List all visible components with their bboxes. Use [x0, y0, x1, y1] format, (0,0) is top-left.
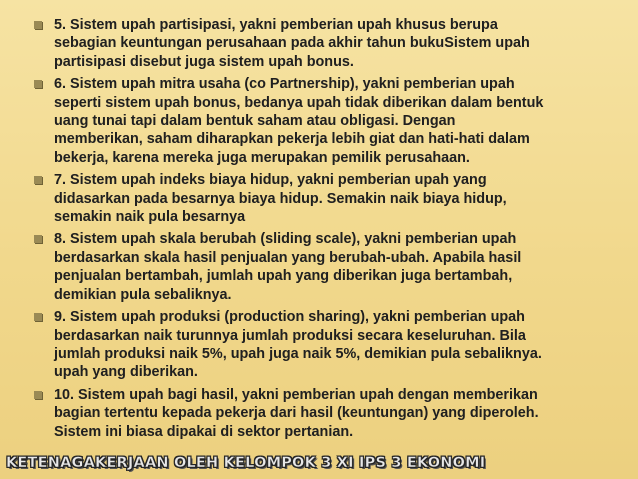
bullet-item [28, 308, 618, 382]
square-bullet-icon [34, 176, 42, 184]
bullet-item-line: semakin naik pula besarnya [54, 209, 246, 226]
bullet-item-line: 5. Sistem upah partisipasi, yakni pemberian upah khusus berupa [54, 17, 498, 33]
bullet-item-line: jumlah produksi naik 5%, upah juga naik 5%, demikian pula sebaliknya. [54, 345, 542, 362]
bullet-item-line: Sistem ini biasa dipakai di sektor pertanian. [54, 423, 354, 440]
bullet-item [28, 171, 618, 226]
square-bullet-icon [34, 235, 42, 243]
bullet-item-line: 10. Sistem upah bagi hasil, yakni pemberian upah dengan memberikan [54, 386, 538, 403]
bullet-item-line: memberikan, saham diharapkan pekerja lebih giat dan hati-hati dalam [54, 131, 530, 148]
bullet-item-line: 8. Sistem upah skala berubah (sliding scale), yakni pemberian upah [54, 231, 517, 248]
footer-banner [6, 454, 632, 476]
bullet-list [28, 16, 618, 445]
square-bullet-icon [34, 391, 42, 399]
bullet-item-line: 6. Sistem upah mitra usaha (co Partnership), yakni pemberian upah [54, 76, 515, 93]
bullet-item-line: seperti sistem upah bonus, bedanya upah tidak diberikan dalam bentuk [54, 94, 544, 111]
bullet-item-line: bagian tertentu kepada pekerja dari hasil (keuntungan) yang diperoleh. [54, 405, 539, 422]
bullet-item-line: didasarkan pada besarnya biaya hidup. Semakin naik biaya hidup, [54, 190, 507, 207]
bullet-item-line: berdasarkan naik turunnya jumlah produksi secara keseluruhan. Bila [54, 327, 526, 344]
bullet-item-line: 7. Sistem upah indeks biaya hidup, yakni pemberian upah yang [54, 172, 487, 189]
bullet-item-line: bekerja, karena mereka juga merupakan pemilik perusahaan. [54, 149, 470, 166]
bullet-item-line: penjualan bertambah, jumlah upah yang diberikan juga bertambah, [54, 268, 513, 285]
bullet-item-line: upah yang diberikan. [54, 364, 198, 381]
square-bullet-icon [34, 313, 42, 321]
bullet-item [28, 75, 618, 167]
bullet-item-line: sebagian keuntungan perusahaan pada akhir tahun bukuSistem upah [54, 35, 530, 52]
bullet-item [28, 230, 618, 304]
bullet-item-line: uang tunai tapi dalam bentuk saham atau obligasi. Dengan [54, 113, 456, 130]
bullet-item [28, 386, 618, 441]
bullet-item-line: 9. Sistem upah produksi (production sharing), yakni pemberian upah [54, 309, 525, 326]
square-bullet-icon [34, 80, 42, 88]
bullet-item-line: berdasarkan skala hasil penjualan yang berubah-ubah. Apabila hasil [54, 249, 522, 266]
footer-title: KETENAGAKERJAAN OLEH KELOMPOK 3 XI IPS 3 EKONOMI [6, 455, 486, 471]
bullet-item [28, 16, 618, 71]
bullet-item-line: partisipasi disebut juga sistem upah bonus. [54, 53, 354, 70]
square-bullet-icon [34, 21, 42, 29]
bullet-item-line: demikian pula sebaliknya. [54, 286, 232, 303]
